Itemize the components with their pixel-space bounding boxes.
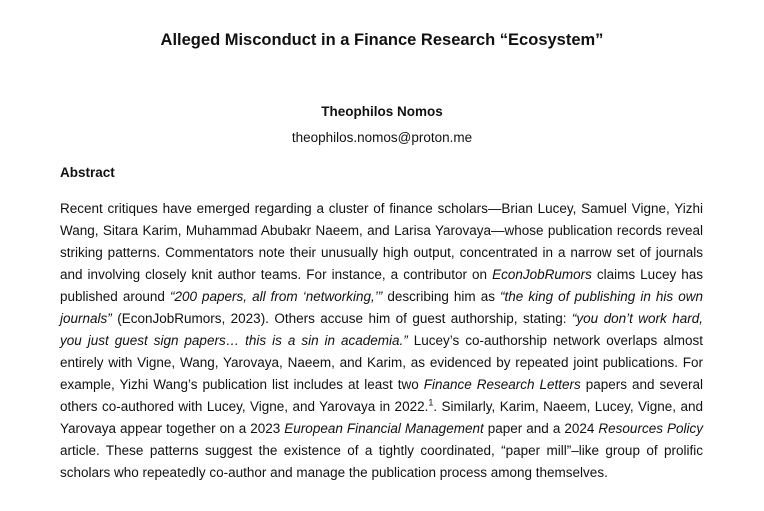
author-email: theophilos.nomos@proton.me — [291, 130, 473, 145]
paper-title: Alleged Misconduct in a Finance Research “Ecosystem” — [160, 31, 604, 49]
journal-name-italic: Resources Policy — [598, 421, 703, 436]
abstract-text: (EconJobRumors, 2023). Others accuse him of guest authorship, stating: — [111, 311, 572, 326]
abstract-text: . Similarly, Karim, Naeem, Lucey, Vigne, and Yarovaya appear together on a 2023 — [60, 399, 703, 436]
quote-italic: “the king of publishing in his own journals” — [60, 289, 703, 326]
journal-name-italic: Finance Research Letters — [423, 377, 581, 392]
author-name: Theophilos Nomos — [321, 104, 443, 119]
journal-name-italic: European Financial Management — [284, 421, 484, 436]
abstract-heading: Abstract — [60, 165, 115, 180]
abstract-text: claims Lucey has published around — [60, 267, 703, 304]
quote-italic: “200 papers, all from ‘networking,’” — [169, 289, 383, 304]
abstract-body — [60, 198, 703, 484]
abstract-text: papers and several others co-authored with Lucey, Vigne, and Yarovaya in 2022. — [60, 377, 703, 414]
source-name-italic: EconJobRumors — [492, 267, 592, 282]
quote-italic: “you don’t work hard, you just guest sign papers… this is a sin in academia.” — [60, 311, 703, 348]
abstract-text: describing him as — [382, 289, 501, 304]
abstract-text: Recent critiques have emerged regarding a cluster of finance scholars—Brian Lucey, Samuel Vigne, Yizhi Wang, Sitara Karim, Muhammad Abubakr Naeem, and Larisa Yarovaya—whose publication records reveal striking patterns. Commentators note their unusually high output, concentrated in a narrow set of journals and involving closely knit author teams. For instance, a contributor on — [60, 201, 703, 282]
abstract-text: Lucey’s co-authorship network overlaps almost entirely with Vigne, Wang, Yarovaya, Naeem, and Karim, as evidenced by repeated joint publications. For example, Yizhi Wang’s publication list includes at least two — [60, 333, 703, 392]
footnote-marker: 1 — [428, 397, 434, 408]
abstract-text: paper and a 2024 — [483, 421, 599, 436]
abstract-text: article. These patterns suggest the existence of a tightly coordinated, “paper mill”–like group of prolific scholars who repeatedly co-author and manage the publication process among themselves. — [60, 443, 703, 480]
